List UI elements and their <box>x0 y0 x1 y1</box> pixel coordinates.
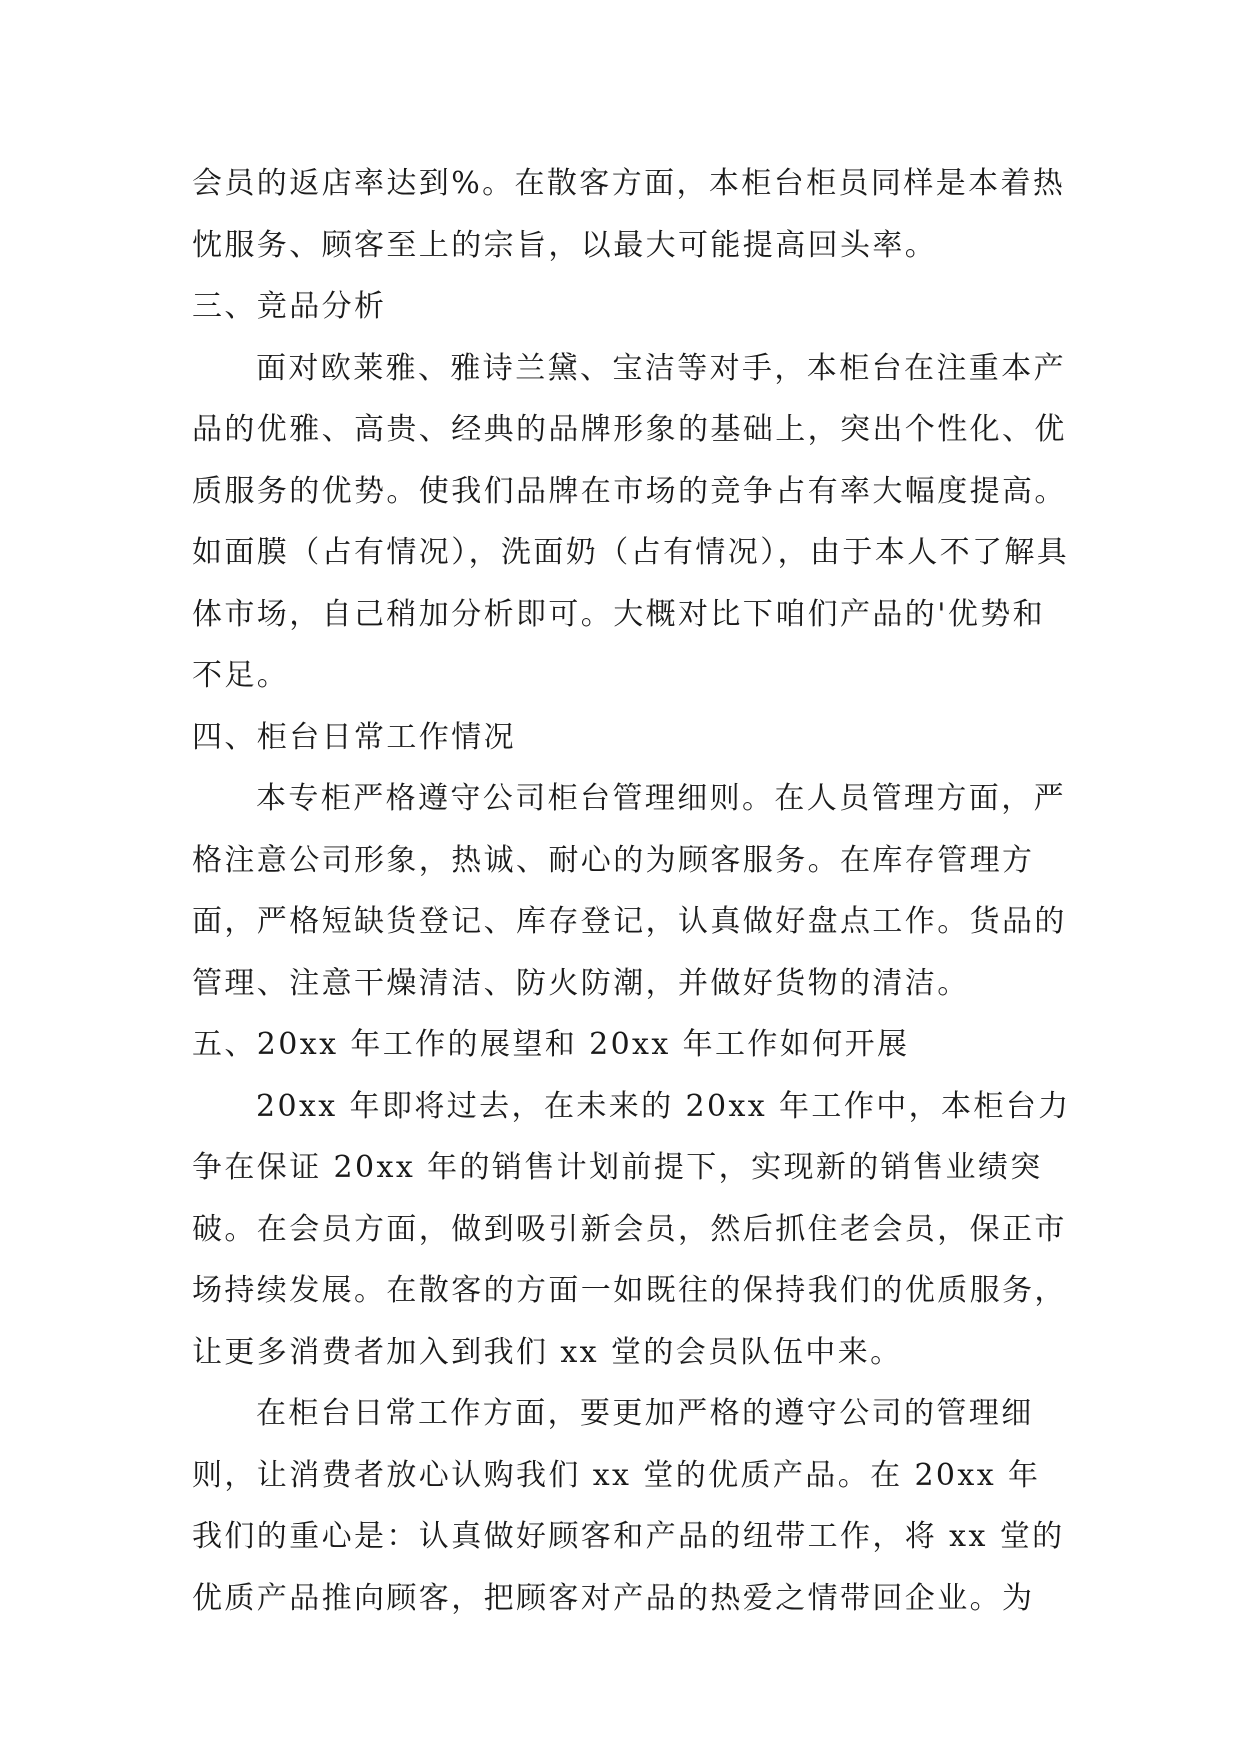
paragraph-daily-work: 本专柜严格遵守公司柜台管理细则。在人员管理方面，严格注意公司形象，热诚、耐心的为顾客服务。在库存管理方面，严格短缺货登记、库存登记，认真做好盘点工作。货品的管理、注意干燥清洁、防火防潮，并做好货物的清洁。 <box>192 781 1067 1001</box>
paragraph-counter-work: 在柜台日常工作方面，要更加严格的遵守公司的管理细则，让消费者放心认购我们 xx 堂的优质产品。在 20xx 年我们的重心是：认真做好顾客和产品的纽带工作，将 xx 堂的优质产品推向顾客，把顾客对产品的热爱之情带回企业。为 <box>192 1396 1065 1616</box>
paragraph-competitor-analysis: 面对欧莱雅、雅诗兰黛、宝洁等对手，本柜台在注重本产品的优雅、高贵、经典的品牌形象的基础上，突出个性化、优质服务的优势。使我们品牌在市场的竞争占有率大幅度提高。如面膜（占有情况），洗面奶（占有情况），由于本人不了解具体市场，自己稍加分析即可。大概对比下咱们产品的'优势和不足。 <box>192 350 1070 693</box>
section-heading-5: 五、20xx 年工作的展望和 20xx 年工作如何开展 <box>192 1027 910 1062</box>
paragraph-continuation: 会员的返店率达到%。在散客方面，本柜台柜员同样是本着热忱服务、顾客至上的宗旨，以最大可能提高回头率。 <box>192 166 1066 263</box>
document-body <box>192 153 1072 1629</box>
paragraph-outlook: 20xx 年即将过去，在未来的 20xx 年工作中，本柜台力争在保证 20xx 年的销售计划前提下，实现新的销售业绩突破。在会员方面，做到吸引新会员，然后抓住老会员，保正市场持续发展。在散客的方面一如既往的保持我们的优质服务，让更多消费者加入到我们 xx 堂的会员队伍中来。 <box>192 1088 1071 1370</box>
section-heading-4: 四、柜台日常工作情况 <box>192 719 516 755</box>
section-heading-3: 三、竞品分析 <box>192 289 387 324</box>
